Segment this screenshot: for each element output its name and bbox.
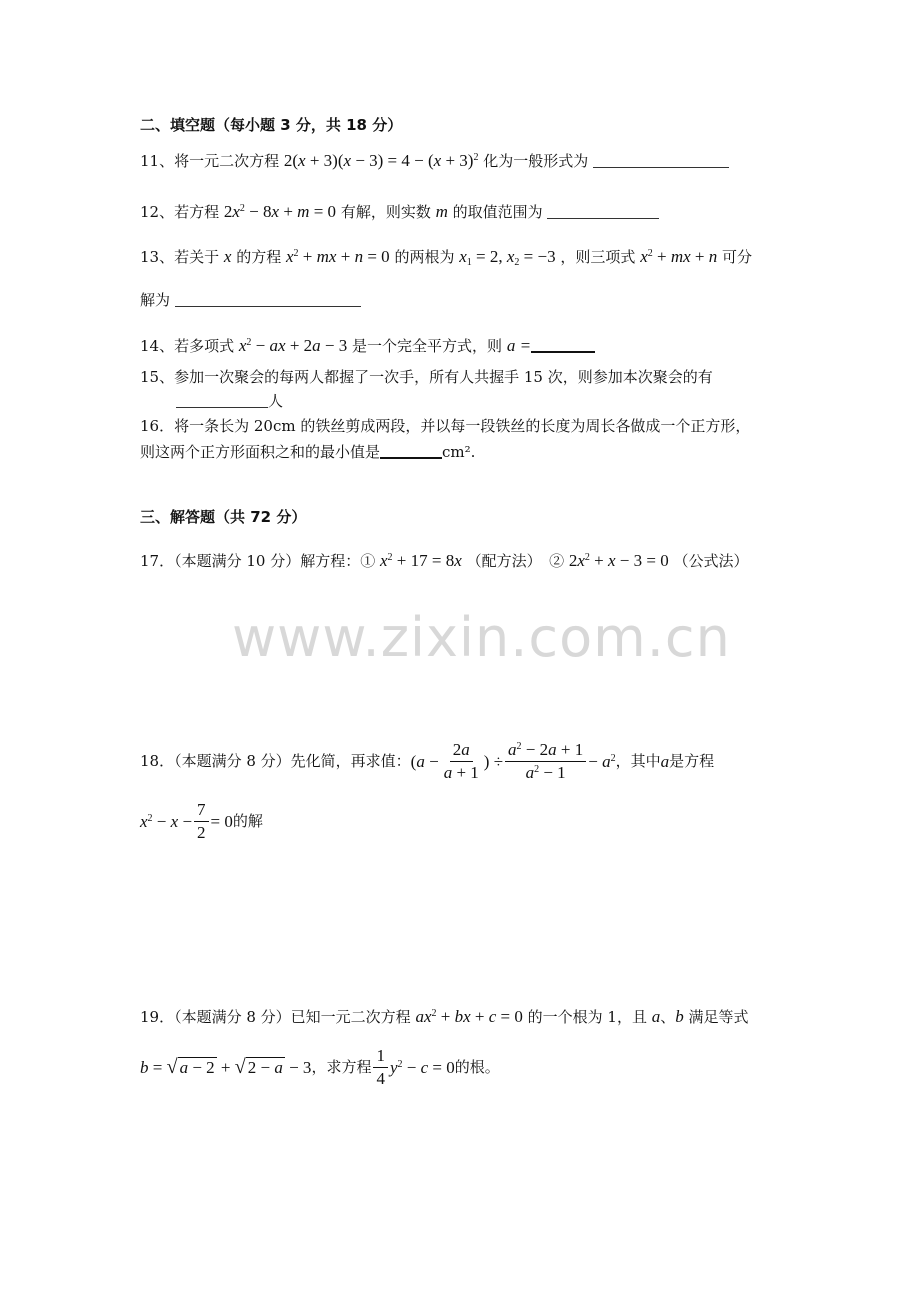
- q18-fraction-2: $\frac{a^2 - 2a + 1}{a^2 - 1}$: [505, 741, 586, 782]
- q11-answer-blank[interactable]: [593, 153, 729, 168]
- question-19: 19．（本题满分 8 分）已知一元二次方程 $ax^2$ + bx + c = 0 的一个根为 1，且 a、b 满足等式: [140, 1007, 749, 1026]
- q12-answer-blank[interactable]: [547, 204, 659, 219]
- question-17: 17．（本题满分 10 分）解方程：① $x^2 + 17 = 8x$ （配方法） ② $2x^2 + x - 3 = 0$ （公式法）: [140, 551, 749, 570]
- question-11: 11、将一元二次方程 $2(x + 3)(x - 3) = 4 - (x + 3)^2$ 化为一般形式为: [140, 152, 729, 169]
- q19-sqrt-1: √ a − 2: [166, 1056, 215, 1079]
- q18-fraction-3: $\frac{7}{2}$: [194, 801, 209, 842]
- question-12: 12、若方程 $2x^2 - 8x + m = 0$ 有解，则实数 m 的取值范围为: [140, 203, 659, 220]
- watermark: www.zixin.com.cn: [232, 606, 731, 669]
- question-19-line-2: b = √ a − 2 + √ 2 − a − 3 ，求方程 $\frac{1}{4}$ $y^2 - c = 0$ 的根。: [140, 1046, 500, 1088]
- q12-equation: $2x^2 - 8x + m = 0$: [223, 202, 337, 221]
- question-13-line-2: 解为: [140, 292, 361, 308]
- question-18-line-2: $x^2 - x$ − $\frac{7}{2}$ = 0 的解: [140, 800, 263, 842]
- question-15: 15、参加一次聚会的每两人都握了一次手，所有人共握手 15 次，则参加本次聚会的有: [140, 368, 713, 386]
- q19-sqrt-2: √ 2 − a: [234, 1056, 283, 1079]
- question-18: 18．（本题满分 8 分）先化简，再求值： (a − $\frac{2a}{a + 1}$ ) ÷ $\frac{a^2 - 2a + 1}{a^2 - 1}$ − $a^2$ ，其中 a 是方程: [140, 740, 715, 782]
- q11-equation: $2(x + 3)(x - 3) = 4 - (x + 3)^2$: [283, 151, 479, 170]
- question-14: 14、若多项式 $x^2$ − ax + 2a − 3 是一个完全平方式，则 a =: [140, 337, 595, 354]
- q15-answer-blank[interactable]: [176, 393, 268, 408]
- q19-fraction: $\frac{1}{4}$: [373, 1047, 388, 1088]
- question-13: 13、若关于 x 的方程 $x^2$ + mx + n = 0 的两根为 $x_1 = 2$, $x_2 = -3$ ，则三项式 $x^2$ + mx + n 可分: [140, 247, 753, 268]
- question-15-line-2: 人: [176, 393, 283, 409]
- q14-answer-blank[interactable]: [531, 337, 595, 353]
- section-2-title: 二、填空题（每小题 3 分，共 18 分）: [140, 116, 403, 134]
- q13-answer-blank[interactable]: [175, 292, 361, 307]
- q18-fraction-1: $\frac{2a}{a + 1}$: [443, 740, 479, 782]
- question-16: 16．将一条长为 20cm 的铁丝剪成两段，并以每一段铁丝的长度为周长各做成一个正方形，: [140, 417, 751, 435]
- question-16-line-2: 则这两个正方形面积之和的最小值是 cm².: [140, 443, 476, 461]
- section-3-title: 三、解答题（共 72 分）: [140, 508, 307, 526]
- q16-answer-blank[interactable]: [380, 443, 442, 459]
